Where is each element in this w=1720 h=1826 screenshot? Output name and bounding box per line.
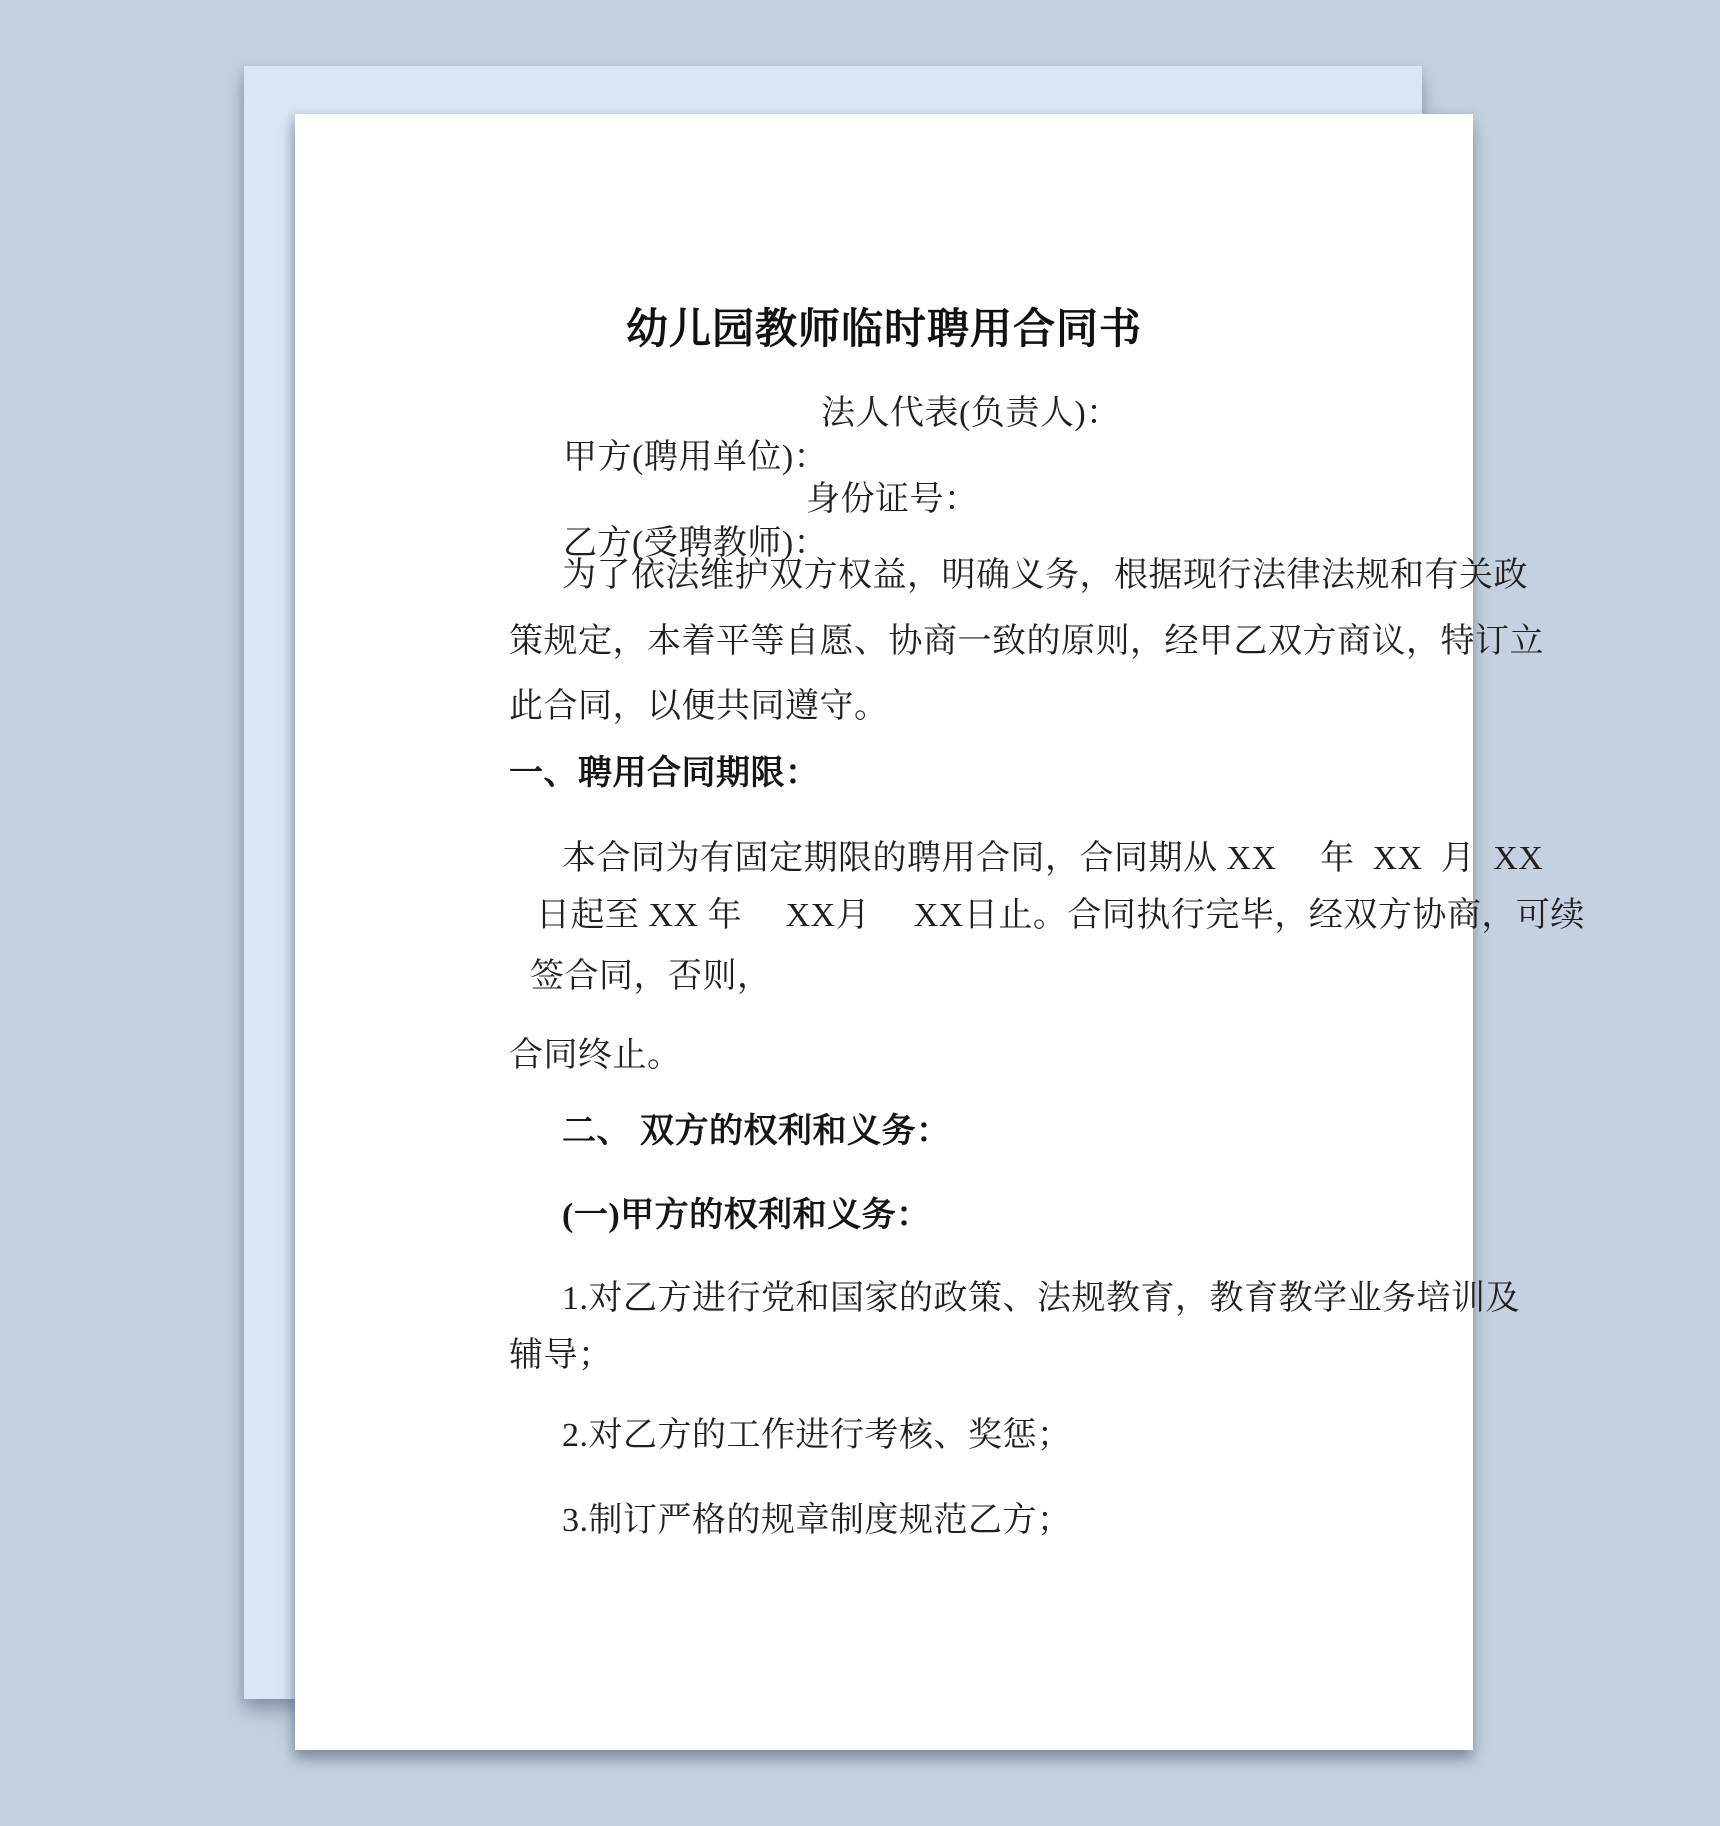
contract-document-page [295, 114, 1585, 1750]
obligation-item-1-continued: 辅导； [509, 1337, 613, 1374]
intro-line: 为了依法维护双方权益，明确义务，根据现行法律法规和有关政 [562, 557, 1528, 594]
section-1-tail-line: 合同终止。 [509, 1037, 682, 1074]
party-b-label: 乙方(受聘教师)： [563, 525, 829, 562]
section-1-heading: 一、聘用合同期限： [509, 755, 820, 792]
section-1-line: 本合同为有固定期限的聘用合同，合同期从 XX 年 XX 月 XX [562, 840, 1544, 877]
intro-line: 策规定，本着平等自愿、协商一致的原则，经甲乙双方商议，特订立 [509, 623, 1544, 660]
section-1-line: 日起至 XX 年 XX月 XX日止。合同执行完毕，经双方协商，可续 [536, 897, 1585, 934]
party-a-label: 甲方(聘用单位)： [563, 439, 829, 476]
section-1-line: 签合同，否则， [530, 958, 772, 995]
intro-line: 此合同，以便共同遵守。 [509, 688, 889, 725]
obligation-item-2: 2.对乙方的工作进行考核、奖惩； [562, 1417, 1072, 1454]
section-2-heading: 二、 双方的权利和义务： [562, 1113, 951, 1150]
obligation-item-1: 1.对乙方进行党和国家的政策、法规教育，教育教学业务培训及 [562, 1280, 1520, 1317]
id-number-label: 身份证号： [806, 481, 979, 518]
legal-representative-label: 法人代表(负责人)： [821, 395, 1121, 432]
document-title: 幼儿园教师临时聘用合同书 [625, 307, 1142, 353]
section-2-sub-heading: (一)甲方的权利和义务： [562, 1197, 931, 1234]
obligation-item-3: 3.制订严格的规章制度规范乙方； [562, 1502, 1072, 1539]
